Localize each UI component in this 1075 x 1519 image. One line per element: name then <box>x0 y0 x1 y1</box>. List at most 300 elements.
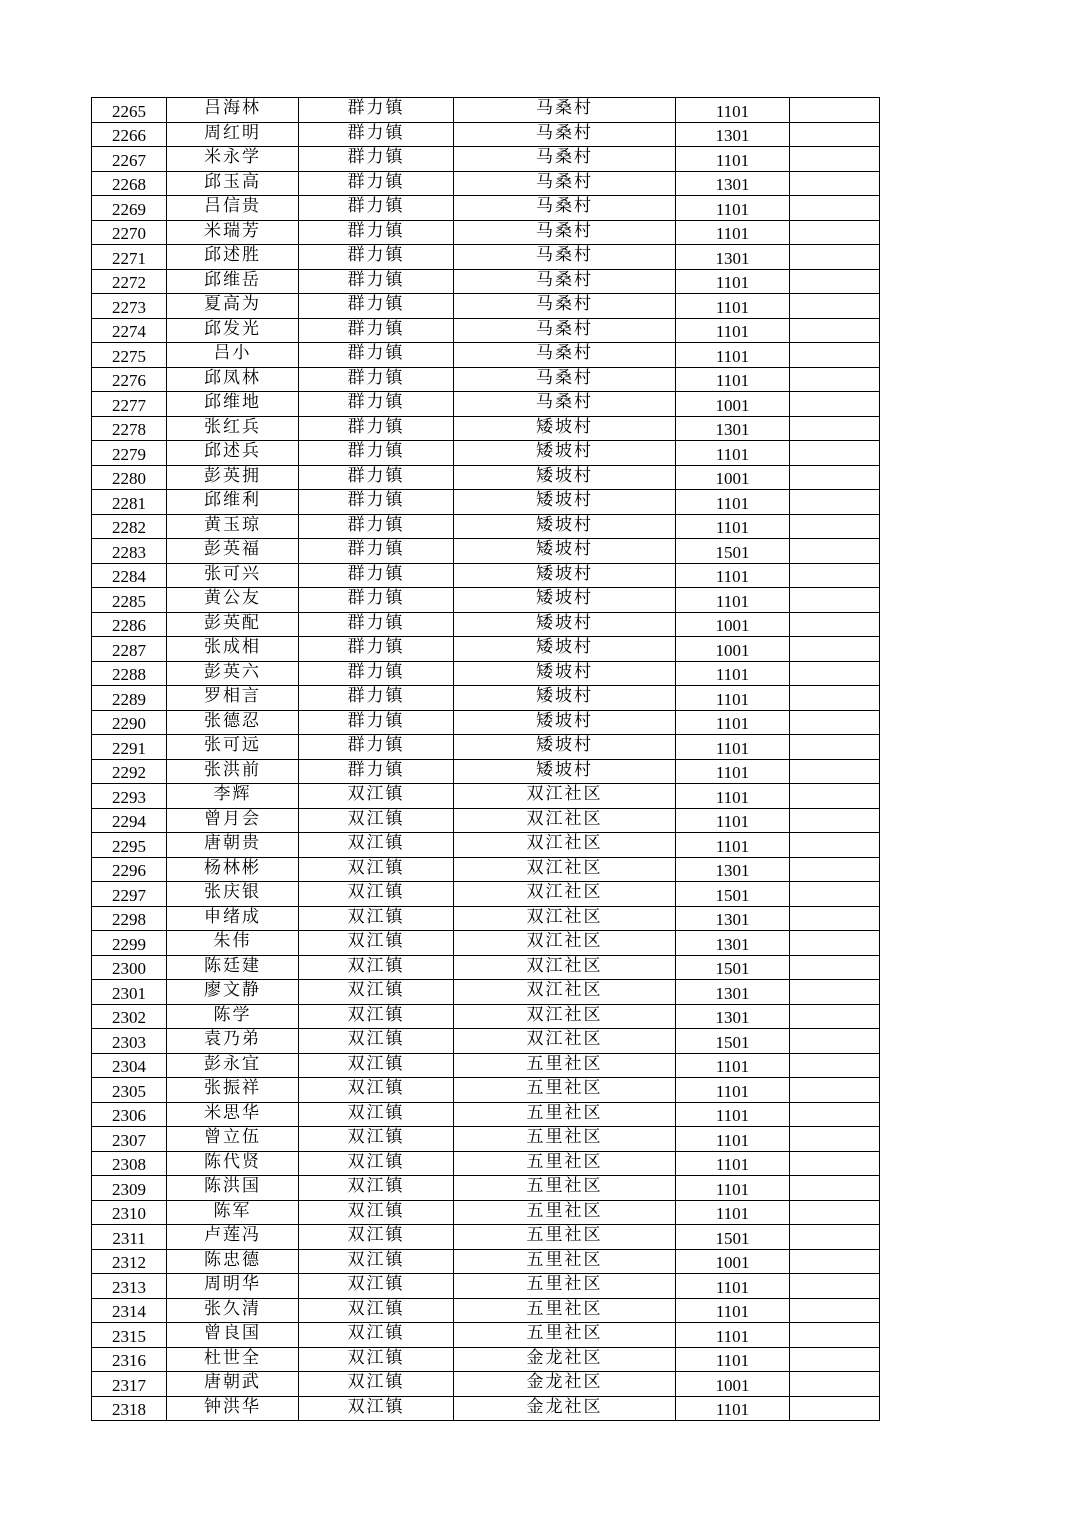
person-name-cell: 周明华 <box>167 1274 299 1299</box>
row-number-cell: 2289 <box>92 686 167 711</box>
village-cell: 马桑村 <box>454 367 676 392</box>
code-cell: 1101 <box>676 1151 790 1176</box>
table-row <box>92 1078 880 1103</box>
note-cell <box>790 1225 880 1250</box>
village-cell: 五里社区 <box>454 1323 676 1348</box>
code-cell: 1001 <box>676 612 790 637</box>
row-number-cell: 2270 <box>92 220 167 245</box>
village-cell: 金龙社区 <box>454 1347 676 1372</box>
table-row <box>92 857 880 882</box>
note-cell <box>790 465 880 490</box>
row-number-cell: 2267 <box>92 147 167 172</box>
code-cell: 1101 <box>676 220 790 245</box>
code-cell: 1101 <box>676 1323 790 1348</box>
note-cell <box>790 416 880 441</box>
village-cell: 马桑村 <box>454 98 676 123</box>
town-cell: 双江镇 <box>299 1298 454 1323</box>
person-name-cell: 米瑞芳 <box>167 220 299 245</box>
village-cell: 矮坡村 <box>454 612 676 637</box>
person-name-cell: 陈学 <box>167 1004 299 1029</box>
table-row <box>92 1176 880 1201</box>
village-cell: 马桑村 <box>454 294 676 319</box>
code-cell: 1101 <box>676 759 790 784</box>
table-row <box>92 1323 880 1348</box>
row-number-cell: 2303 <box>92 1029 167 1054</box>
table-row <box>92 1200 880 1225</box>
row-number-cell: 2274 <box>92 318 167 343</box>
village-cell: 马桑村 <box>454 220 676 245</box>
person-name-cell: 罗相言 <box>167 686 299 711</box>
town-cell: 双江镇 <box>299 1053 454 1078</box>
village-cell: 五里社区 <box>454 1200 676 1225</box>
code-cell: 1101 <box>676 1396 790 1421</box>
table-row <box>92 514 880 539</box>
village-cell: 马桑村 <box>454 196 676 221</box>
town-cell: 双江镇 <box>299 980 454 1005</box>
town-cell: 群力镇 <box>299 735 454 760</box>
note-cell <box>790 441 880 466</box>
town-cell: 双江镇 <box>299 1347 454 1372</box>
note-cell <box>790 980 880 1005</box>
person-name-cell: 张成相 <box>167 637 299 662</box>
code-cell: 1301 <box>676 906 790 931</box>
row-number-cell: 2307 <box>92 1127 167 1152</box>
table-row <box>92 294 880 319</box>
code-cell: 1101 <box>676 588 790 613</box>
note-cell <box>790 1347 880 1372</box>
note-cell <box>790 710 880 735</box>
table-row <box>92 833 880 858</box>
table-row <box>92 1298 880 1323</box>
town-cell: 双江镇 <box>299 808 454 833</box>
note-cell <box>790 294 880 319</box>
person-name-cell: 彭永宜 <box>167 1053 299 1078</box>
note-cell <box>790 1078 880 1103</box>
person-name-cell: 吕信贵 <box>167 196 299 221</box>
table-row <box>92 465 880 490</box>
person-name-cell: 彭英配 <box>167 612 299 637</box>
note-cell <box>790 588 880 613</box>
town-cell: 双江镇 <box>299 1127 454 1152</box>
row-number-cell: 2280 <box>92 465 167 490</box>
table-row <box>92 416 880 441</box>
code-cell: 1101 <box>676 563 790 588</box>
note-cell <box>790 392 880 417</box>
table-row <box>92 196 880 221</box>
village-cell: 双江社区 <box>454 931 676 956</box>
village-cell: 五里社区 <box>454 1176 676 1201</box>
note-cell <box>790 857 880 882</box>
code-cell: 1501 <box>676 539 790 564</box>
code-cell: 1301 <box>676 980 790 1005</box>
person-name-cell: 张久清 <box>167 1298 299 1323</box>
town-cell: 群力镇 <box>299 490 454 515</box>
code-cell: 1001 <box>676 637 790 662</box>
town-cell: 群力镇 <box>299 416 454 441</box>
table-row <box>92 343 880 368</box>
table-row <box>92 269 880 294</box>
town-cell: 群力镇 <box>299 367 454 392</box>
table-row <box>92 563 880 588</box>
town-cell: 双江镇 <box>299 955 454 980</box>
note-cell <box>790 367 880 392</box>
table-row <box>92 759 880 784</box>
town-cell: 双江镇 <box>299 931 454 956</box>
person-name-cell: 邱维地 <box>167 392 299 417</box>
person-name-cell: 彭英福 <box>167 539 299 564</box>
note-cell <box>790 1323 880 1348</box>
roster-table <box>91 97 880 1421</box>
town-cell: 双江镇 <box>299 1200 454 1225</box>
person-name-cell: 陈军 <box>167 1200 299 1225</box>
village-cell: 马桑村 <box>454 269 676 294</box>
code-cell: 1101 <box>676 686 790 711</box>
note-cell <box>790 882 880 907</box>
person-name-cell: 张可远 <box>167 735 299 760</box>
table-row <box>92 808 880 833</box>
village-cell: 双江社区 <box>454 857 676 882</box>
person-name-cell: 申绪成 <box>167 906 299 931</box>
note-cell <box>790 490 880 515</box>
row-number-cell: 2285 <box>92 588 167 613</box>
code-cell: 1101 <box>676 98 790 123</box>
person-name-cell: 曾立伍 <box>167 1127 299 1152</box>
code-cell: 1101 <box>676 367 790 392</box>
code-cell: 1101 <box>676 1176 790 1201</box>
row-number-cell: 2287 <box>92 637 167 662</box>
row-number-cell: 2294 <box>92 808 167 833</box>
code-cell: 1101 <box>676 661 790 686</box>
note-cell <box>790 220 880 245</box>
person-name-cell: 米思华 <box>167 1102 299 1127</box>
row-number-cell: 2298 <box>92 906 167 931</box>
person-name-cell: 杨林彬 <box>167 857 299 882</box>
town-cell: 双江镇 <box>299 1102 454 1127</box>
row-number-cell: 2293 <box>92 784 167 809</box>
person-name-cell: 曾月会 <box>167 808 299 833</box>
village-cell: 矮坡村 <box>454 441 676 466</box>
row-number-cell: 2309 <box>92 1176 167 1201</box>
person-name-cell: 曾良国 <box>167 1323 299 1348</box>
note-cell <box>790 637 880 662</box>
town-cell: 双江镇 <box>299 906 454 931</box>
note-cell <box>790 1372 880 1397</box>
table-row <box>92 710 880 735</box>
village-cell: 矮坡村 <box>454 490 676 515</box>
village-cell: 矮坡村 <box>454 735 676 760</box>
town-cell: 双江镇 <box>299 1323 454 1348</box>
village-cell: 五里社区 <box>454 1078 676 1103</box>
table-row <box>92 931 880 956</box>
code-cell: 1101 <box>676 1102 790 1127</box>
note-cell <box>790 98 880 123</box>
table-row <box>92 441 880 466</box>
note-cell <box>790 147 880 172</box>
person-name-cell: 邱述胜 <box>167 245 299 270</box>
table-row <box>92 1102 880 1127</box>
note-cell <box>790 269 880 294</box>
village-cell: 马桑村 <box>454 147 676 172</box>
town-cell: 群力镇 <box>299 343 454 368</box>
table-row <box>92 1029 880 1054</box>
table-row <box>92 1396 880 1421</box>
person-name-cell: 钟洪华 <box>167 1396 299 1421</box>
village-cell: 双江社区 <box>454 1004 676 1029</box>
town-cell: 双江镇 <box>299 833 454 858</box>
person-name-cell: 张庆银 <box>167 882 299 907</box>
note-cell <box>790 539 880 564</box>
town-cell: 双江镇 <box>299 1078 454 1103</box>
code-cell: 1001 <box>676 465 790 490</box>
village-cell: 双江社区 <box>454 833 676 858</box>
row-number-cell: 2297 <box>92 882 167 907</box>
town-cell: 双江镇 <box>299 882 454 907</box>
town-cell: 群力镇 <box>299 196 454 221</box>
note-cell <box>790 171 880 196</box>
person-name-cell: 张红兵 <box>167 416 299 441</box>
row-number-cell: 2265 <box>92 98 167 123</box>
person-name-cell: 邱维岳 <box>167 269 299 294</box>
table-row <box>92 367 880 392</box>
row-number-cell: 2268 <box>92 171 167 196</box>
village-cell: 五里社区 <box>454 1298 676 1323</box>
town-cell: 双江镇 <box>299 1029 454 1054</box>
person-name-cell: 邱凤林 <box>167 367 299 392</box>
village-cell: 矮坡村 <box>454 759 676 784</box>
village-cell: 五里社区 <box>454 1225 676 1250</box>
code-cell: 1101 <box>676 147 790 172</box>
row-number-cell: 2313 <box>92 1274 167 1299</box>
table-row <box>92 637 880 662</box>
code-cell: 1101 <box>676 441 790 466</box>
table-row <box>92 1372 880 1397</box>
code-cell: 1301 <box>676 1004 790 1029</box>
town-cell: 群力镇 <box>299 710 454 735</box>
town-cell: 双江镇 <box>299 1004 454 1029</box>
table-row <box>92 686 880 711</box>
village-cell: 双江社区 <box>454 882 676 907</box>
code-cell: 1101 <box>676 343 790 368</box>
note-cell <box>790 784 880 809</box>
town-cell: 群力镇 <box>299 612 454 637</box>
code-cell: 1301 <box>676 857 790 882</box>
row-number-cell: 2281 <box>92 490 167 515</box>
town-cell: 群力镇 <box>299 392 454 417</box>
table-row <box>92 490 880 515</box>
code-cell: 1101 <box>676 490 790 515</box>
person-name-cell: 彭英六 <box>167 661 299 686</box>
town-cell: 群力镇 <box>299 563 454 588</box>
town-cell: 双江镇 <box>299 1372 454 1397</box>
table-row <box>92 220 880 245</box>
row-number-cell: 2284 <box>92 563 167 588</box>
town-cell: 群力镇 <box>299 269 454 294</box>
row-number-cell: 2310 <box>92 1200 167 1225</box>
row-number-cell: 2295 <box>92 833 167 858</box>
table-row <box>92 980 880 1005</box>
table-row <box>92 245 880 270</box>
roster-table-body <box>92 98 880 1421</box>
person-name-cell: 张可兴 <box>167 563 299 588</box>
row-number-cell: 2275 <box>92 343 167 368</box>
village-cell: 矮坡村 <box>454 514 676 539</box>
village-cell: 五里社区 <box>454 1127 676 1152</box>
village-cell: 双江社区 <box>454 784 676 809</box>
table-row <box>92 122 880 147</box>
note-cell <box>790 759 880 784</box>
row-number-cell: 2288 <box>92 661 167 686</box>
code-cell: 1501 <box>676 955 790 980</box>
person-name-cell: 夏高为 <box>167 294 299 319</box>
note-cell <box>790 196 880 221</box>
row-number-cell: 2271 <box>92 245 167 270</box>
village-cell: 五里社区 <box>454 1151 676 1176</box>
village-cell: 双江社区 <box>454 1029 676 1054</box>
town-cell: 群力镇 <box>299 98 454 123</box>
village-cell: 矮坡村 <box>454 465 676 490</box>
table-row <box>92 98 880 123</box>
table-row <box>92 955 880 980</box>
code-cell: 1101 <box>676 833 790 858</box>
table-row <box>92 784 880 809</box>
note-cell <box>790 1176 880 1201</box>
row-number-cell: 2317 <box>92 1372 167 1397</box>
row-number-cell: 2305 <box>92 1078 167 1103</box>
town-cell: 群力镇 <box>299 514 454 539</box>
note-cell <box>790 612 880 637</box>
code-cell: 1101 <box>676 1298 790 1323</box>
note-cell <box>790 1151 880 1176</box>
row-number-cell: 2318 <box>92 1396 167 1421</box>
code-cell: 1101 <box>676 294 790 319</box>
code-cell: 1101 <box>676 808 790 833</box>
note-cell <box>790 563 880 588</box>
person-name-cell: 唐朝武 <box>167 1372 299 1397</box>
village-cell: 双江社区 <box>454 980 676 1005</box>
person-name-cell: 吕海林 <box>167 98 299 123</box>
note-cell <box>790 955 880 980</box>
note-cell <box>790 1249 880 1274</box>
row-number-cell: 2311 <box>92 1225 167 1250</box>
row-number-cell: 2283 <box>92 539 167 564</box>
row-number-cell: 2273 <box>92 294 167 319</box>
town-cell: 群力镇 <box>299 759 454 784</box>
village-cell: 矮坡村 <box>454 661 676 686</box>
note-cell <box>790 1004 880 1029</box>
table-row <box>92 661 880 686</box>
note-cell <box>790 1298 880 1323</box>
town-cell: 群力镇 <box>299 147 454 172</box>
town-cell: 群力镇 <box>299 122 454 147</box>
table-row <box>92 1274 880 1299</box>
table-row <box>92 1347 880 1372</box>
note-cell <box>790 1200 880 1225</box>
table-row <box>92 1225 880 1250</box>
person-name-cell: 邱述兵 <box>167 441 299 466</box>
person-name-cell: 陈洪国 <box>167 1176 299 1201</box>
person-name-cell: 陈忠德 <box>167 1249 299 1274</box>
person-name-cell: 米永学 <box>167 147 299 172</box>
note-cell <box>790 514 880 539</box>
row-number-cell: 2286 <box>92 612 167 637</box>
code-cell: 1501 <box>676 1225 790 1250</box>
row-number-cell: 2316 <box>92 1347 167 1372</box>
note-cell <box>790 245 880 270</box>
town-cell: 群力镇 <box>299 220 454 245</box>
code-cell: 1301 <box>676 245 790 270</box>
village-cell: 矮坡村 <box>454 686 676 711</box>
row-number-cell: 2299 <box>92 931 167 956</box>
note-cell <box>790 931 880 956</box>
village-cell: 双江社区 <box>454 808 676 833</box>
row-number-cell: 2282 <box>92 514 167 539</box>
table-row <box>92 147 880 172</box>
code-cell: 1101 <box>676 735 790 760</box>
person-name-cell: 卢莲冯 <box>167 1225 299 1250</box>
town-cell: 双江镇 <box>299 1274 454 1299</box>
note-cell <box>790 318 880 343</box>
village-cell: 马桑村 <box>454 245 676 270</box>
village-cell: 双江社区 <box>454 955 676 980</box>
code-cell: 1101 <box>676 1274 790 1299</box>
person-name-cell: 邱玉高 <box>167 171 299 196</box>
table-row <box>92 1004 880 1029</box>
code-cell: 1301 <box>676 122 790 147</box>
note-cell <box>790 808 880 833</box>
village-cell: 五里社区 <box>454 1102 676 1127</box>
code-cell: 1101 <box>676 514 790 539</box>
row-number-cell: 2312 <box>92 1249 167 1274</box>
person-name-cell: 朱伟 <box>167 931 299 956</box>
code-cell: 1301 <box>676 416 790 441</box>
note-cell <box>790 122 880 147</box>
town-cell: 群力镇 <box>299 441 454 466</box>
person-name-cell: 陈廷建 <box>167 955 299 980</box>
table-row <box>92 612 880 637</box>
person-name-cell: 张德忍 <box>167 710 299 735</box>
table-row <box>92 539 880 564</box>
note-cell <box>790 833 880 858</box>
village-cell: 马桑村 <box>454 318 676 343</box>
town-cell: 群力镇 <box>299 539 454 564</box>
town-cell: 双江镇 <box>299 1176 454 1201</box>
village-cell: 马桑村 <box>454 343 676 368</box>
note-cell <box>790 1102 880 1127</box>
table-row <box>92 318 880 343</box>
code-cell: 1001 <box>676 1372 790 1397</box>
code-cell: 1101 <box>676 710 790 735</box>
person-name-cell: 周红明 <box>167 122 299 147</box>
code-cell: 1101 <box>676 784 790 809</box>
town-cell: 群力镇 <box>299 686 454 711</box>
note-cell <box>790 735 880 760</box>
person-name-cell: 吕小 <box>167 343 299 368</box>
village-cell: 马桑村 <box>454 171 676 196</box>
village-cell: 矮坡村 <box>454 416 676 441</box>
person-name-cell: 李辉 <box>167 784 299 809</box>
table-row <box>92 1127 880 1152</box>
note-cell <box>790 661 880 686</box>
table-row <box>92 1151 880 1176</box>
row-number-cell: 2314 <box>92 1298 167 1323</box>
person-name-cell: 廖文静 <box>167 980 299 1005</box>
village-cell: 马桑村 <box>454 122 676 147</box>
person-name-cell: 张洪前 <box>167 759 299 784</box>
row-number-cell: 2266 <box>92 122 167 147</box>
town-cell: 双江镇 <box>299 784 454 809</box>
person-name-cell: 邱发光 <box>167 318 299 343</box>
row-number-cell: 2304 <box>92 1053 167 1078</box>
